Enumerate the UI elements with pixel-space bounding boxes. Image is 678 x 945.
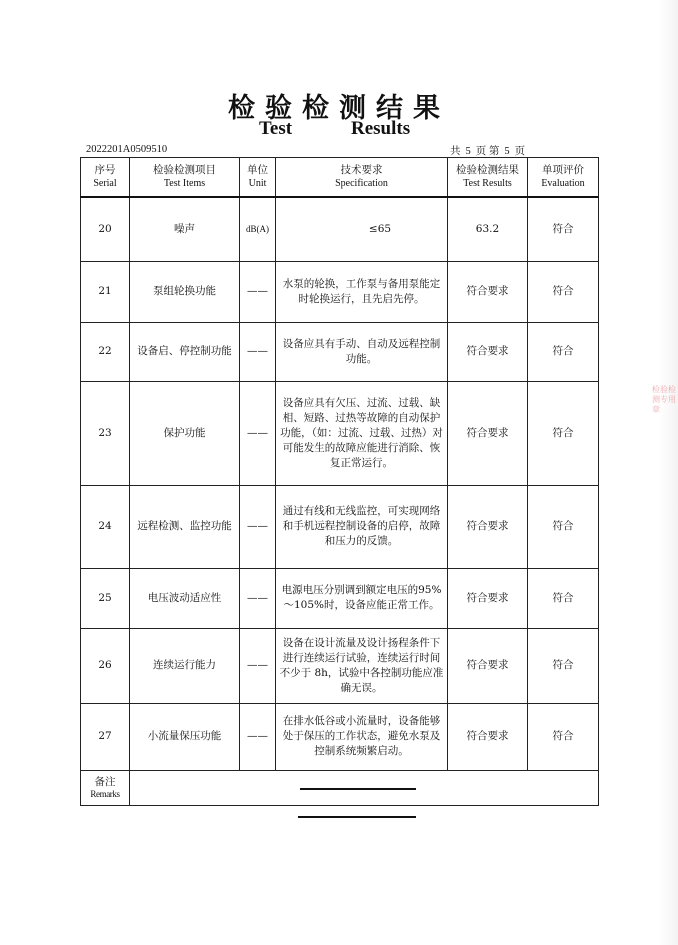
page-suffix: 页 <box>514 146 526 157</box>
test-item-cell: 电压波动适应性 <box>130 568 240 628</box>
table-row <box>81 322 599 381</box>
page-mid: 页 第 <box>475 146 500 157</box>
result-cell: 符合要求 <box>448 322 528 381</box>
page-total-prefix: 共 <box>450 146 461 157</box>
serial-cell: 25 <box>81 568 130 628</box>
unit-cell: —— <box>240 381 276 485</box>
results-table <box>80 157 599 806</box>
header-specification: 技术要求 Specification <box>276 158 448 198</box>
serial-cell: 22 <box>81 322 130 381</box>
remarks-end-rule <box>300 788 416 790</box>
page-end-rule <box>298 816 416 818</box>
result-cell: 符合要求 <box>448 261 528 322</box>
remarks-row <box>81 770 599 805</box>
test-item-cell: 远程检测、监控功能 <box>130 485 240 568</box>
table-row <box>81 381 599 485</box>
serial-cell: 23 <box>81 381 130 485</box>
unit-cell: —— <box>240 485 276 568</box>
report-number: 2022201A0509510 <box>86 144 168 155</box>
result-cell: 符合要求 <box>448 485 528 568</box>
header-test-results: 检验检测结果 Test Results <box>448 158 528 198</box>
evaluation-cell: 符合 <box>528 197 599 261</box>
specification-cell: 水泵的轮换，工作泵与备用泵能定时轮换运行，且先启先停。 <box>276 261 448 322</box>
result-cell: 63.2 <box>448 197 528 261</box>
unit-cell: —— <box>240 703 276 770</box>
red-seal-stamp: 检验检测专用章 <box>652 385 676 414</box>
specification-cell: ≤65 <box>276 197 448 261</box>
table-row <box>81 197 599 261</box>
header-evaluation: 单项评价 Evaluation <box>528 158 599 198</box>
table-row <box>81 703 599 770</box>
header-test-items: 检验检测项目 Test Items <box>130 158 240 198</box>
test-item-cell: 泵组轮换功能 <box>130 261 240 322</box>
unit-cell: dB(A) <box>240 197 276 261</box>
result-cell: 符合要求 <box>448 703 528 770</box>
specification-cell: 电源电压分别调到额定电压的95%～105%时，设备应能正常工作。 <box>276 568 448 628</box>
evaluation-cell: 符合 <box>528 703 599 770</box>
evaluation-cell: 符合 <box>528 628 599 703</box>
serial-cell: 24 <box>81 485 130 568</box>
page-total: 5 <box>461 146 476 158</box>
test-item-cell: 连续运行能力 <box>130 628 240 703</box>
serial-cell: 20 <box>81 197 130 261</box>
unit-cell: —— <box>240 628 276 703</box>
page-title-cn: 检验检测结果 <box>228 93 450 124</box>
evaluation-cell: 符合 <box>528 485 599 568</box>
header-serial: 序号 Serial <box>81 158 130 198</box>
test-item-cell: 小流量保压功能 <box>130 703 240 770</box>
test-item-cell: 噪声 <box>130 197 240 261</box>
specification-cell: 设备应具有手动、自动及远程控制功能。 <box>276 322 448 381</box>
specification-cell: 设备应具有欠压、过流、过载、缺相、短路、过热等故障的自动保护功能，（如：过流、过载、过热）对可能发生的故障应能进行消除、恢复正常运行。 <box>276 381 448 485</box>
remarks-label: 备注 Remarks <box>81 770 130 805</box>
evaluation-cell: 符合 <box>528 568 599 628</box>
table-header-row <box>81 158 599 198</box>
page-title-en-test: Test <box>259 118 293 139</box>
evaluation-cell: 符合 <box>528 381 599 485</box>
specification-cell: 通过有线和无线监控，可实现网络和手机远程控制设备的启停，故障和压力的反馈。 <box>276 485 448 568</box>
table-row <box>81 485 599 568</box>
result-cell: 符合要求 <box>448 568 528 628</box>
serial-cell: 21 <box>81 261 130 322</box>
table-row <box>81 628 599 703</box>
evaluation-cell: 符合 <box>528 261 599 322</box>
unit-cell: —— <box>240 568 276 628</box>
serial-cell: 26 <box>81 628 130 703</box>
specification-cell: 在排水低谷或小流量时，设备能够处于保压的工作状态，避免水泵及控制系统频繁启动。 <box>276 703 448 770</box>
unit-cell: —— <box>240 261 276 322</box>
result-cell: 符合要求 <box>448 628 528 703</box>
remarks-content <box>130 770 599 805</box>
evaluation-cell: 符合 <box>528 322 599 381</box>
test-item-cell: 设备启、停控制功能 <box>130 322 240 381</box>
table-row <box>81 568 599 628</box>
specification-cell: 设备在设计流量及设计扬程条件下进行连续运行试验，连续运行时间不少于 8h，试验中各控制功能应准确无误。 <box>276 628 448 703</box>
serial-cell: 27 <box>81 703 130 770</box>
page-title-en-results: Results <box>351 118 411 139</box>
page-indicator <box>450 143 525 158</box>
unit-cell: —— <box>240 322 276 381</box>
header-unit: 单位 Unit <box>240 158 276 198</box>
result-cell: 符合要求 <box>448 381 528 485</box>
page-current: 5 <box>499 146 514 158</box>
table-row <box>81 261 599 322</box>
test-item-cell: 保护功能 <box>130 381 240 485</box>
